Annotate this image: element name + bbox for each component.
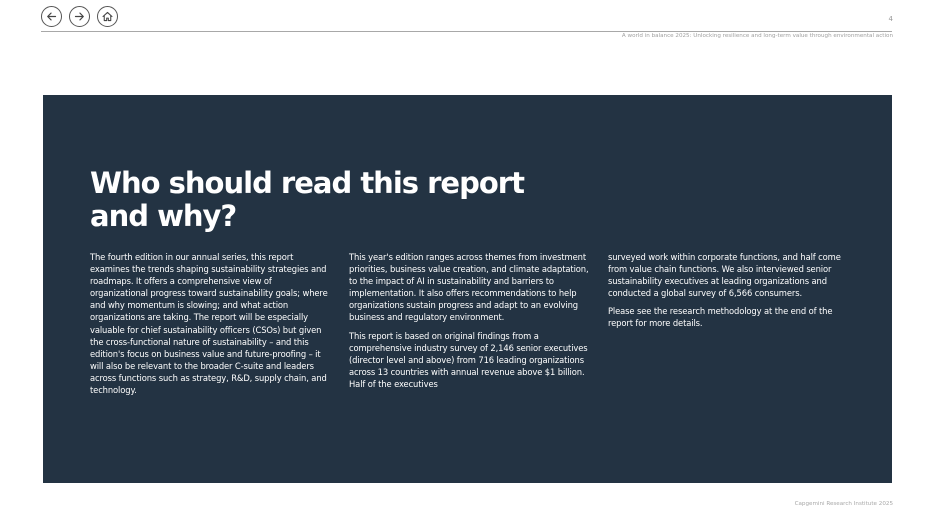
paragraph: The fourth edition in our annual series, this report examines the trends shaping sustainability strategies and roadmaps. It offers a comprehensive view of organizational progress toward sustainability goals; where and why momentum is slowing; and what action organizations are taking. The report will be especially valuable for chief sustainability officers (CSOs) but given the cross-functional nature of sustainability – and this edition's focus on business value and future-proofing – it will also be relevant to the broader C-suite and leaders across functions such as strategy, R&D, supply chain, and technology.: [90, 252, 328, 396]
section-heading: Who should read this report and why?: [90, 166, 524, 233]
text-column-2: [349, 251, 589, 390]
arrow-right-icon: [73, 10, 86, 23]
paragraph: This report is based on original findings from a comprehensive industry survey of 2,146 senior executives (director level and above) from 716 leading organizations across 13 countries with annual revenue above $1 billion. Half of the executives: [349, 330, 588, 389]
forward-button[interactable]: [69, 6, 90, 27]
content-panel: [43, 95, 892, 483]
page-number: 4: [888, 15, 893, 23]
home-button[interactable]: [97, 6, 118, 27]
back-button[interactable]: [41, 6, 62, 27]
header-divider: [41, 31, 892, 32]
text-column-1: [90, 251, 330, 396]
paragraph: This year's edition ranges across themes from investment priorities, business value creation, and climate adaptation, to the impact of AI in sustainability and barriers to implementation. It also offers recommendations to help organizations sustain progress and adapt to an evolving business and regulatory environment.: [349, 252, 589, 323]
home-icon: [101, 10, 114, 23]
paragraph: surveyed work within corporate functions, and half come from value chain functions. We also interviewed senior sustainability executives at leading organizations and conducted a global survey of 6,566 consumers.: [608, 252, 841, 299]
paragraph: Please see the research methodology at the end of the report for more details.: [608, 306, 833, 329]
navigation-bar: [41, 6, 118, 27]
footer-credit: Capgemini Research Institute 2025: [794, 501, 893, 507]
report-title: A world in balance 2025: Unlocking resilience and long-term value through environmental action: [621, 33, 893, 39]
arrow-left-icon: [45, 10, 58, 23]
text-column-3: [608, 251, 848, 330]
